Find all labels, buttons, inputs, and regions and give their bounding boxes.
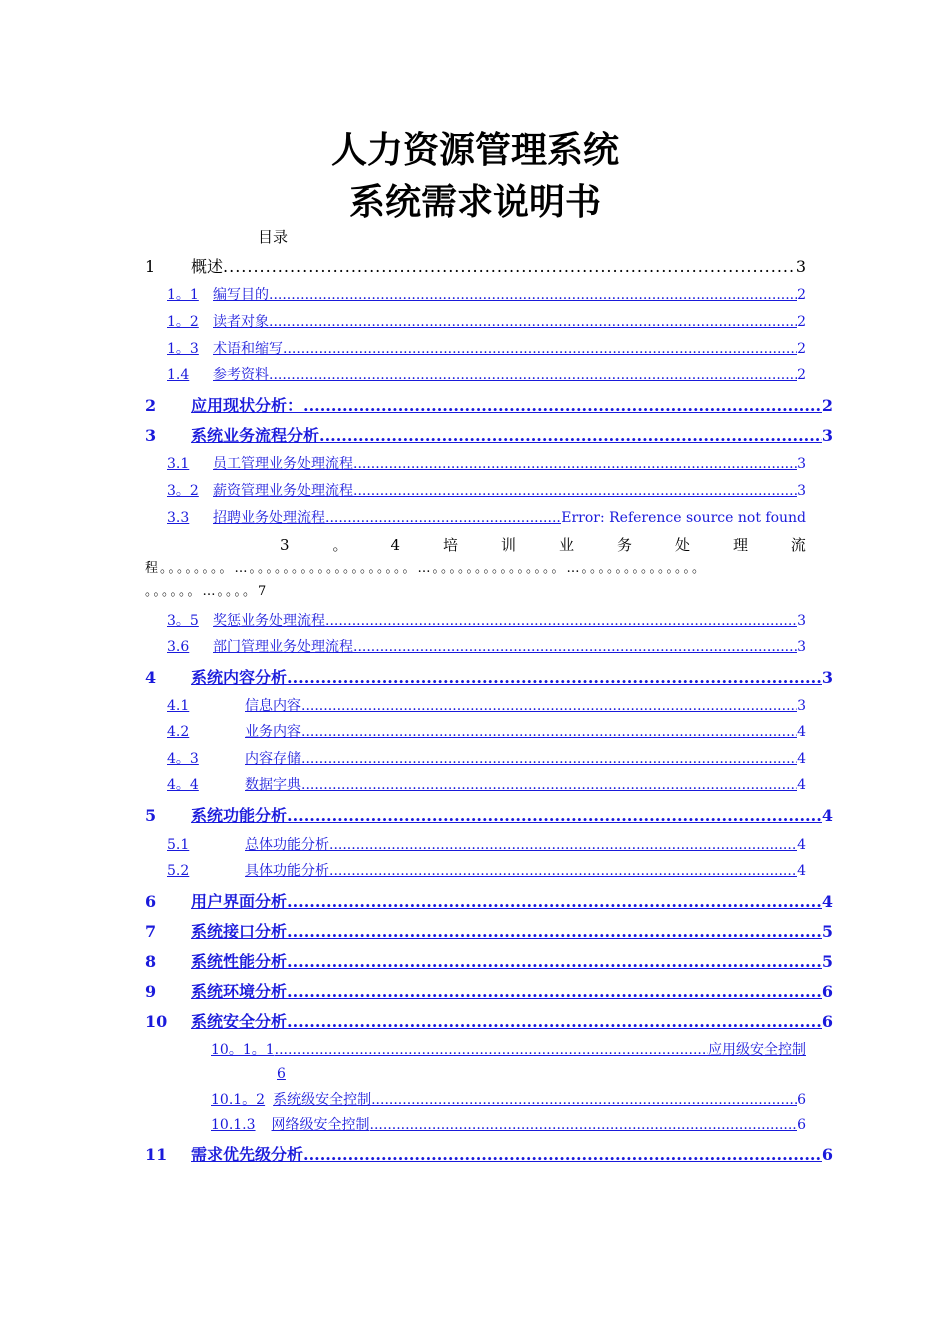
toc-number: 10 bbox=[145, 1012, 168, 1031]
toc-number: 10。1。1 bbox=[211, 1042, 275, 1058]
toc-number: 5.2 bbox=[167, 863, 190, 879]
toc-entry-5[interactable] bbox=[145, 803, 833, 829]
toc-number: 4.2 bbox=[167, 724, 190, 740]
toc-number: 1。2 bbox=[167, 314, 199, 330]
toc-page-number: 2 bbox=[797, 367, 806, 383]
toc-label: 读者对象 bbox=[213, 314, 269, 330]
toc-leader-dots bbox=[269, 364, 797, 386]
toc-label: 网络级安全控制 bbox=[271, 1117, 370, 1133]
toc-number: 3.6 bbox=[167, 639, 190, 655]
toc-leader-dots bbox=[287, 979, 822, 1005]
toc-leader-dots bbox=[370, 1114, 798, 1136]
toc-entry-4-1[interactable] bbox=[167, 695, 806, 717]
toc-label: 系统接口分析 bbox=[191, 922, 288, 941]
toc-leader-dots bbox=[329, 834, 797, 856]
toc-entry-1[interactable] bbox=[145, 254, 806, 280]
document-subtitle: 系统需求说明书 bbox=[348, 182, 601, 223]
toc-label: 系统功能分析 bbox=[191, 806, 288, 825]
toc-page-number: 4 bbox=[821, 892, 833, 911]
toc-number: 4 bbox=[145, 668, 157, 687]
toc-page-number: 5 bbox=[821, 952, 833, 971]
toc-number: 3 bbox=[145, 426, 157, 445]
toc-entry-3-2[interactable] bbox=[167, 480, 806, 502]
toc-leader-dots bbox=[301, 721, 797, 743]
toc-label: 概述 bbox=[191, 257, 224, 276]
toc-leader-dots bbox=[325, 507, 561, 529]
toc-page-number: 3 bbox=[821, 426, 833, 445]
toc-entry-1-4[interactable] bbox=[167, 364, 806, 386]
toc-char: 3 bbox=[280, 536, 290, 554]
toc-entry-3-4-line3: 。。。。。。…。。。。7 bbox=[145, 584, 269, 599]
toc-label: 术语和缩写 bbox=[213, 341, 283, 357]
toc-page-number: 6 bbox=[821, 1012, 833, 1031]
toc-leader-dots bbox=[287, 1009, 822, 1035]
toc-page-number: 2 bbox=[797, 314, 806, 330]
toc-char: 处 bbox=[674, 536, 690, 554]
toc-number: 1。3 bbox=[167, 341, 199, 357]
toc-char: 。 bbox=[332, 536, 348, 554]
toc-label: 信息内容 bbox=[245, 698, 301, 714]
toc-page-number: 3 bbox=[797, 483, 806, 499]
toc-entry-3-4-line2: 程。。。。。。。。…。。。。。。。。。。。。。。。。。。。…。。。。。。。。。。。。。。。…。。。。。。。。。。。。。。 bbox=[145, 561, 708, 576]
toc-label: 用户界面分析 bbox=[191, 892, 288, 911]
toc-leader-dots bbox=[325, 610, 797, 632]
toc-number: 1。1 bbox=[167, 287, 199, 303]
toc-number: 10.1.3 bbox=[211, 1117, 256, 1133]
toc-char: 流 bbox=[790, 536, 806, 554]
toc-entry-10-1-1-page[interactable] bbox=[211, 1063, 286, 1085]
toc-page-number: 4 bbox=[797, 777, 806, 793]
toc-leader-dots bbox=[301, 774, 797, 796]
toc-entry-8[interactable] bbox=[145, 949, 833, 975]
toc-char: 4 bbox=[390, 536, 401, 554]
toc-page-number: 3 bbox=[821, 668, 833, 687]
toc-leader-dots bbox=[319, 423, 822, 449]
toc-label: 部门管理业务处理流程 bbox=[213, 639, 353, 655]
toc-page-number: 3 bbox=[795, 257, 806, 276]
toc-entry-3-3[interactable] bbox=[167, 507, 806, 529]
toc-number: 5 bbox=[145, 806, 157, 825]
toc-label: 员工管理业务处理流程 bbox=[213, 456, 353, 472]
toc-char: 理 bbox=[732, 536, 748, 554]
toc-char: 训 bbox=[501, 536, 517, 554]
toc-page-number: 3 bbox=[797, 698, 806, 714]
toc-label: 需求优先级分析 bbox=[191, 1145, 304, 1164]
toc-page-number: 4 bbox=[797, 724, 806, 740]
toc-number: 3。5 bbox=[167, 613, 199, 629]
toc-entry-9[interactable] bbox=[145, 979, 833, 1005]
toc-label: 系统业务流程分析 bbox=[191, 426, 320, 445]
toc-entry-4-3[interactable] bbox=[167, 748, 806, 770]
toc-entry-7[interactable] bbox=[145, 919, 833, 945]
toc-char: 务 bbox=[616, 536, 632, 554]
toc-number: 8 bbox=[145, 952, 157, 971]
toc-leader-dots bbox=[329, 860, 797, 882]
toc-label: 内容存储 bbox=[245, 751, 301, 767]
toc-leader-dots bbox=[353, 636, 797, 658]
toc-leader-dots bbox=[269, 311, 797, 333]
toc-page-number: 6 bbox=[821, 1145, 833, 1164]
toc-leader-dots bbox=[301, 748, 797, 770]
toc-leader-dots bbox=[371, 1089, 797, 1111]
toc-label: 薪资管理业务处理流程 bbox=[213, 483, 353, 499]
toc-number: 1.4 bbox=[167, 367, 190, 383]
toc-number: 10.1。2 bbox=[211, 1092, 266, 1108]
toc-entry-3[interactable] bbox=[145, 423, 833, 449]
toc-entry-3-4-line1 bbox=[280, 534, 806, 556]
toc-entry-10[interactable] bbox=[145, 1009, 833, 1035]
toc-entry-4-4[interactable] bbox=[167, 774, 806, 796]
toc-entry-10-1-3[interactable] bbox=[211, 1114, 806, 1136]
toc-entry-4-2[interactable] bbox=[167, 721, 806, 743]
toc-number: 11 bbox=[145, 1145, 168, 1164]
toc-entry-10-1-1[interactable] bbox=[211, 1039, 806, 1061]
toc-leader-dots bbox=[287, 889, 822, 915]
toc-leader-dots bbox=[223, 254, 796, 280]
toc-entry-5-2[interactable] bbox=[167, 860, 806, 882]
toc-label: 系统内容分析 bbox=[191, 668, 288, 687]
toc-label: 奖惩业务处理流程 bbox=[213, 613, 325, 629]
toc-number: 6 bbox=[145, 892, 157, 911]
toc-number: 4.1 bbox=[167, 698, 190, 714]
toc-leader-dots bbox=[287, 949, 822, 975]
toc-leader-dots bbox=[287, 803, 822, 829]
toc-page-number: 3 bbox=[797, 613, 806, 629]
toc-page-number: 6 bbox=[821, 982, 833, 1001]
toc-page-number: 3 bbox=[797, 456, 806, 472]
toc-leader-dots bbox=[287, 919, 822, 945]
toc-heading: 目录 bbox=[258, 228, 289, 246]
toc-page-number: 6 bbox=[797, 1092, 806, 1108]
toc-number: 2 bbox=[145, 396, 157, 415]
toc-label: 编写目的 bbox=[213, 287, 269, 303]
toc-label: 具体功能分析 bbox=[245, 863, 329, 879]
toc-label: 系统性能分析 bbox=[191, 952, 288, 971]
toc-leader-dots bbox=[269, 284, 797, 306]
toc-char: 培 bbox=[443, 536, 459, 554]
toc-reference-error: Error: Reference source not found bbox=[561, 510, 806, 526]
toc-label: 应用现状分析： bbox=[191, 396, 304, 415]
toc-number: 3.3 bbox=[167, 510, 190, 526]
toc-label: 系统级安全控制 bbox=[273, 1092, 372, 1108]
toc-number: 7 bbox=[145, 922, 157, 941]
document-title: 人力资源管理系统 bbox=[330, 130, 619, 171]
toc-entry-1-2[interactable] bbox=[167, 311, 806, 333]
toc-label: 系统环境分析 bbox=[191, 982, 288, 1001]
toc-label: 应用级安全控制 bbox=[708, 1042, 806, 1058]
toc-number: 9 bbox=[145, 982, 157, 1001]
toc-entry-6[interactable] bbox=[145, 889, 833, 915]
toc-label: 系统安全分析 bbox=[191, 1012, 288, 1031]
toc-page-number: 4 bbox=[821, 806, 833, 825]
toc-number: 3.1 bbox=[167, 456, 190, 472]
toc-leader-dots bbox=[353, 453, 797, 475]
toc-leader-dots bbox=[287, 665, 822, 691]
toc-leader-dots bbox=[301, 695, 797, 717]
toc-page-number: 4 bbox=[797, 751, 806, 767]
toc-number: 5.1 bbox=[167, 837, 190, 853]
toc-number: 1 bbox=[145, 257, 156, 276]
toc-entry-10-1-2[interactable] bbox=[211, 1089, 806, 1111]
toc-label: 参考资料 bbox=[213, 367, 269, 383]
toc-page-number: 5 bbox=[821, 922, 833, 941]
toc-entry-2[interactable] bbox=[145, 393, 833, 419]
toc-entry-3-1[interactable] bbox=[167, 453, 806, 475]
toc-number: 4。4 bbox=[167, 777, 199, 793]
toc-page-number: 2 bbox=[797, 341, 806, 357]
toc-char: 业 bbox=[558, 536, 574, 554]
toc-entry-11[interactable] bbox=[145, 1142, 833, 1168]
toc-label: 招聘业务处理流程 bbox=[213, 510, 325, 526]
toc-page-number: 4 bbox=[797, 863, 806, 879]
toc-leader-dots bbox=[275, 1039, 708, 1061]
toc-number: 4。3 bbox=[167, 751, 199, 767]
toc-leader-dots bbox=[303, 393, 822, 419]
toc-leader-dots bbox=[353, 480, 797, 502]
toc-page-number: 2 bbox=[797, 287, 806, 303]
toc-entry-1-1[interactable] bbox=[167, 284, 806, 306]
toc-label: 数据字典 bbox=[245, 777, 301, 793]
toc-entry-1-3[interactable] bbox=[167, 338, 806, 360]
toc-page-number: 6 bbox=[797, 1117, 806, 1133]
toc-label: 总体功能分析 bbox=[245, 837, 329, 853]
toc-page-number: 6 bbox=[277, 1066, 286, 1082]
toc-entry-5-1[interactable] bbox=[167, 834, 806, 856]
toc-entry-3-5[interactable] bbox=[167, 610, 806, 632]
toc-page-number: 4 bbox=[797, 837, 806, 853]
toc-page-number: 3 bbox=[797, 639, 806, 655]
toc-leader-dots bbox=[283, 338, 797, 360]
toc-label: 业务内容 bbox=[245, 724, 301, 740]
toc-number: 3。2 bbox=[167, 483, 199, 499]
toc-page-number: 2 bbox=[821, 396, 833, 415]
toc-entry-4[interactable] bbox=[145, 665, 833, 691]
toc-leader-dots bbox=[303, 1142, 822, 1168]
toc-entry-3-6[interactable] bbox=[167, 636, 806, 658]
